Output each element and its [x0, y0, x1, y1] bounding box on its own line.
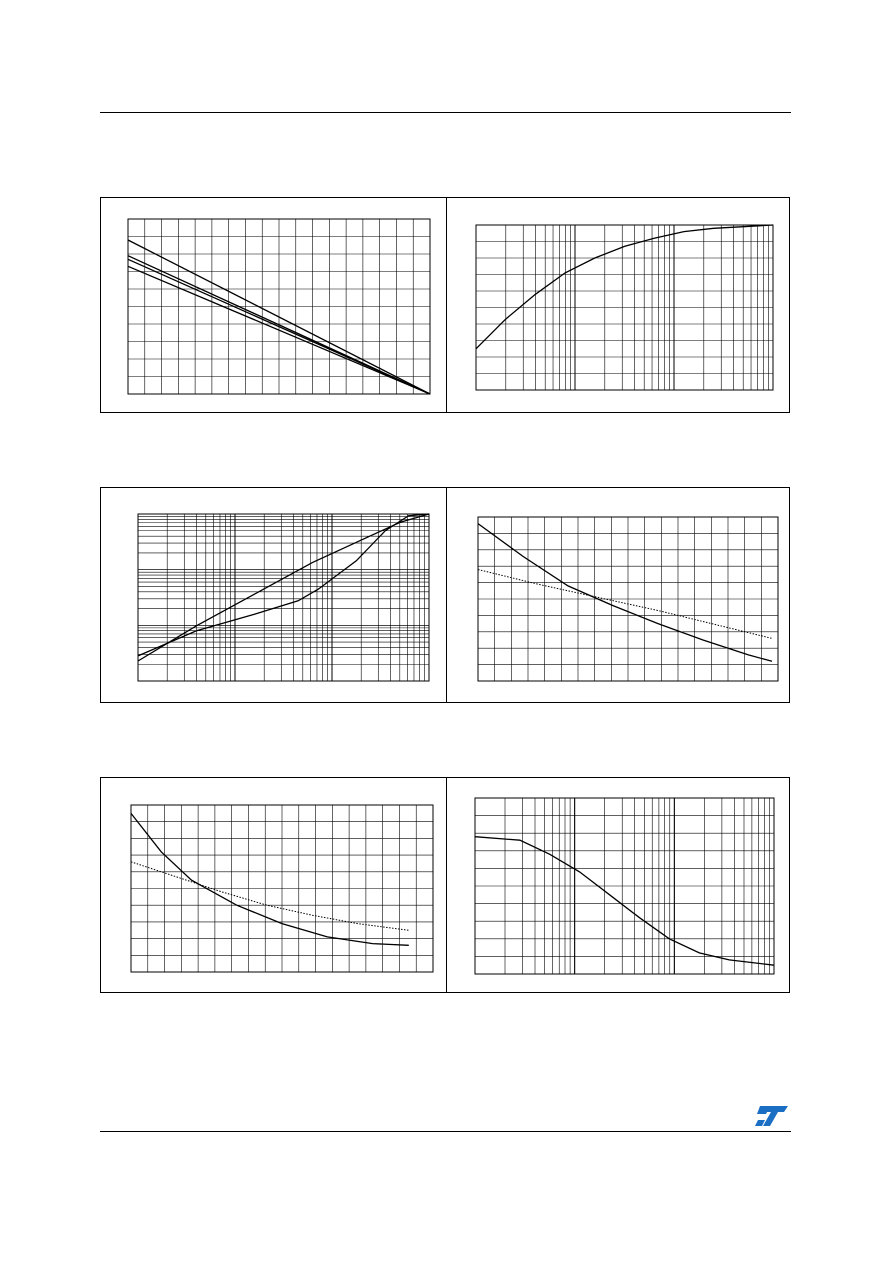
figure-row-3 [100, 777, 790, 993]
plot-frame [138, 514, 429, 681]
panel-divider [446, 198, 447, 412]
chart-6 [475, 798, 774, 974]
panel-divider [446, 488, 447, 702]
series-line-1 [131, 813, 409, 945]
grid [478, 517, 778, 681]
grid [138, 514, 429, 681]
header-rule [100, 112, 791, 113]
figure-row-1 [100, 197, 790, 413]
chart-1 [128, 219, 430, 394]
series-line-1 [475, 837, 774, 966]
grid [475, 798, 774, 974]
chart-4 [478, 517, 778, 681]
footer-rule [100, 1131, 791, 1132]
chart-3 [138, 514, 429, 681]
series-line-1 [476, 225, 773, 349]
grid [128, 219, 430, 394]
chart-2 [476, 225, 773, 390]
st-logo [754, 1104, 790, 1128]
chart-5 [131, 805, 433, 972]
panel-divider [446, 778, 447, 992]
grid [131, 805, 433, 972]
figure-row-2 [100, 487, 790, 703]
